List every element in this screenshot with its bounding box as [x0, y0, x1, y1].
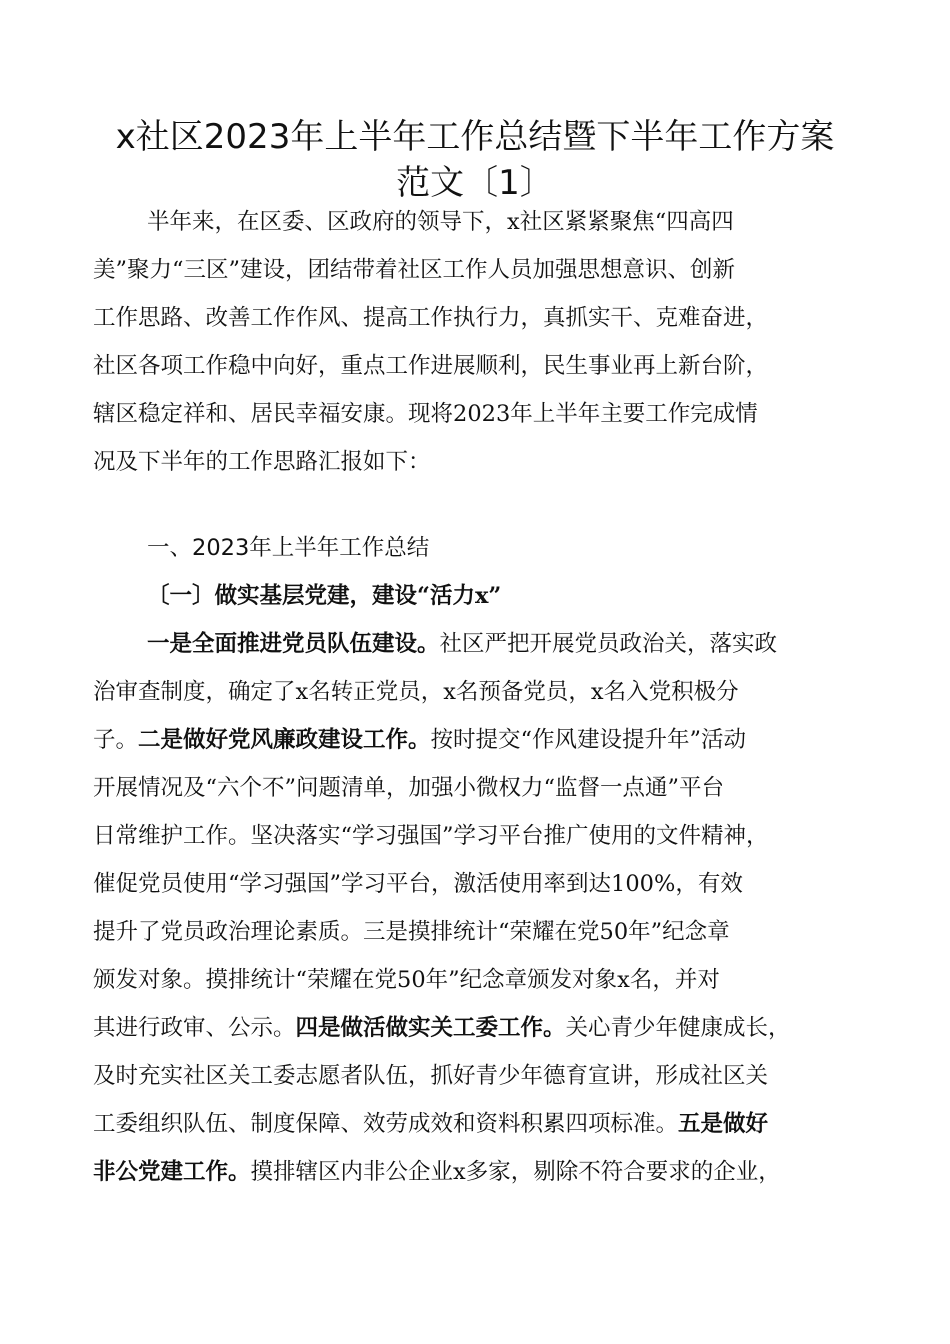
- point-four-heading: 四是做活做实关工委工作。: [295, 1015, 566, 1041]
- body-line-6: 催促党员使用“学习强国”学习平台，激活使用率到达100%，有效: [93, 871, 743, 897]
- section-heading: 一、2023年上半年工作总结: [147, 535, 430, 561]
- body-line-4: 开展情况及“六个不”问题清单，加强小微权力“监督一点通”平台: [93, 775, 725, 801]
- intro-line-3: 工作思路、改善工作作风、提高工作执行力，真抓实干、克难奋进，: [93, 305, 769, 331]
- intro-line-6: 况及下半年的工作思路汇报如下：: [93, 449, 431, 475]
- subsection-heading: 〔一〕做实基层党建，建设“活力x”: [147, 583, 502, 609]
- intro-line-4: 社区各项工作稳中向好，重点工作进展顺利，民生事业再上新台阶，: [93, 353, 769, 379]
- point-two-heading: 二是做好党风廉政建设工作。: [138, 727, 431, 753]
- body-text: 其进行政审、公示。: [93, 1015, 296, 1041]
- body-text: 工委组织队伍、制度保障、效劳成效和资料积累四项标准。: [93, 1111, 679, 1137]
- document-title-line-2: 范文〔1〕: [396, 163, 554, 203]
- intro-line-5: 辖区稳定祥和、居民幸福安康。现将2023年上半年主要工作完成情: [93, 401, 758, 427]
- body-line-1: [147, 628, 777, 660]
- body-line-9: [93, 1012, 791, 1044]
- body-line-7: 提升了党员政治理论素质。三是摸排统计“荣耀在党50年”纪念章: [93, 919, 730, 945]
- point-five-heading-continued: 非公党建工作。: [93, 1159, 251, 1185]
- intro-line-2: 美”聚力“三区”建设，团结带着社区工作人员加强思想意识、创新: [93, 257, 736, 283]
- point-five-heading: 五是做好: [678, 1111, 769, 1137]
- body-line-11: [93, 1108, 768, 1140]
- point-one-heading: 一是全面推进党员队伍建设。: [147, 631, 440, 657]
- body-text: 社区严把开展党员政治关，落实政: [439, 631, 778, 657]
- body-text: 关心青少年健康成长，: [565, 1015, 791, 1041]
- body-line-10: 及时充实社区关工委志愿者队伍，抓好青少年德育宣讲，形成社区关: [93, 1063, 769, 1089]
- document-title-line-1: x社区2023年上半年工作总结暨下半年工作方案: [115, 117, 835, 157]
- body-text: 按时提交“作风建设提升年”活动: [430, 727, 747, 753]
- body-text: 摸排辖区内非公企业x多家，剔除不符合要求的企业，: [250, 1159, 781, 1185]
- body-line-3: [93, 724, 746, 756]
- body-line-2: 治审查制度，确定了x名转正党员，x名预备党员，x名入党积极分: [93, 679, 739, 705]
- body-line-8: 颁发对象。摸排统计“荣耀在党50年”纪念章颁发对象x名，并对: [93, 967, 720, 993]
- body-line-12: [93, 1156, 781, 1188]
- body-text: 子。: [93, 727, 139, 753]
- body-line-5: 日常维护工作。坚决落实“学习强国”学习平台推广使用的文件精神，: [93, 823, 769, 849]
- intro-line-1: 半年来，在区委、区政府的领导下，x社区紧紧聚焦“四高四: [147, 209, 734, 235]
